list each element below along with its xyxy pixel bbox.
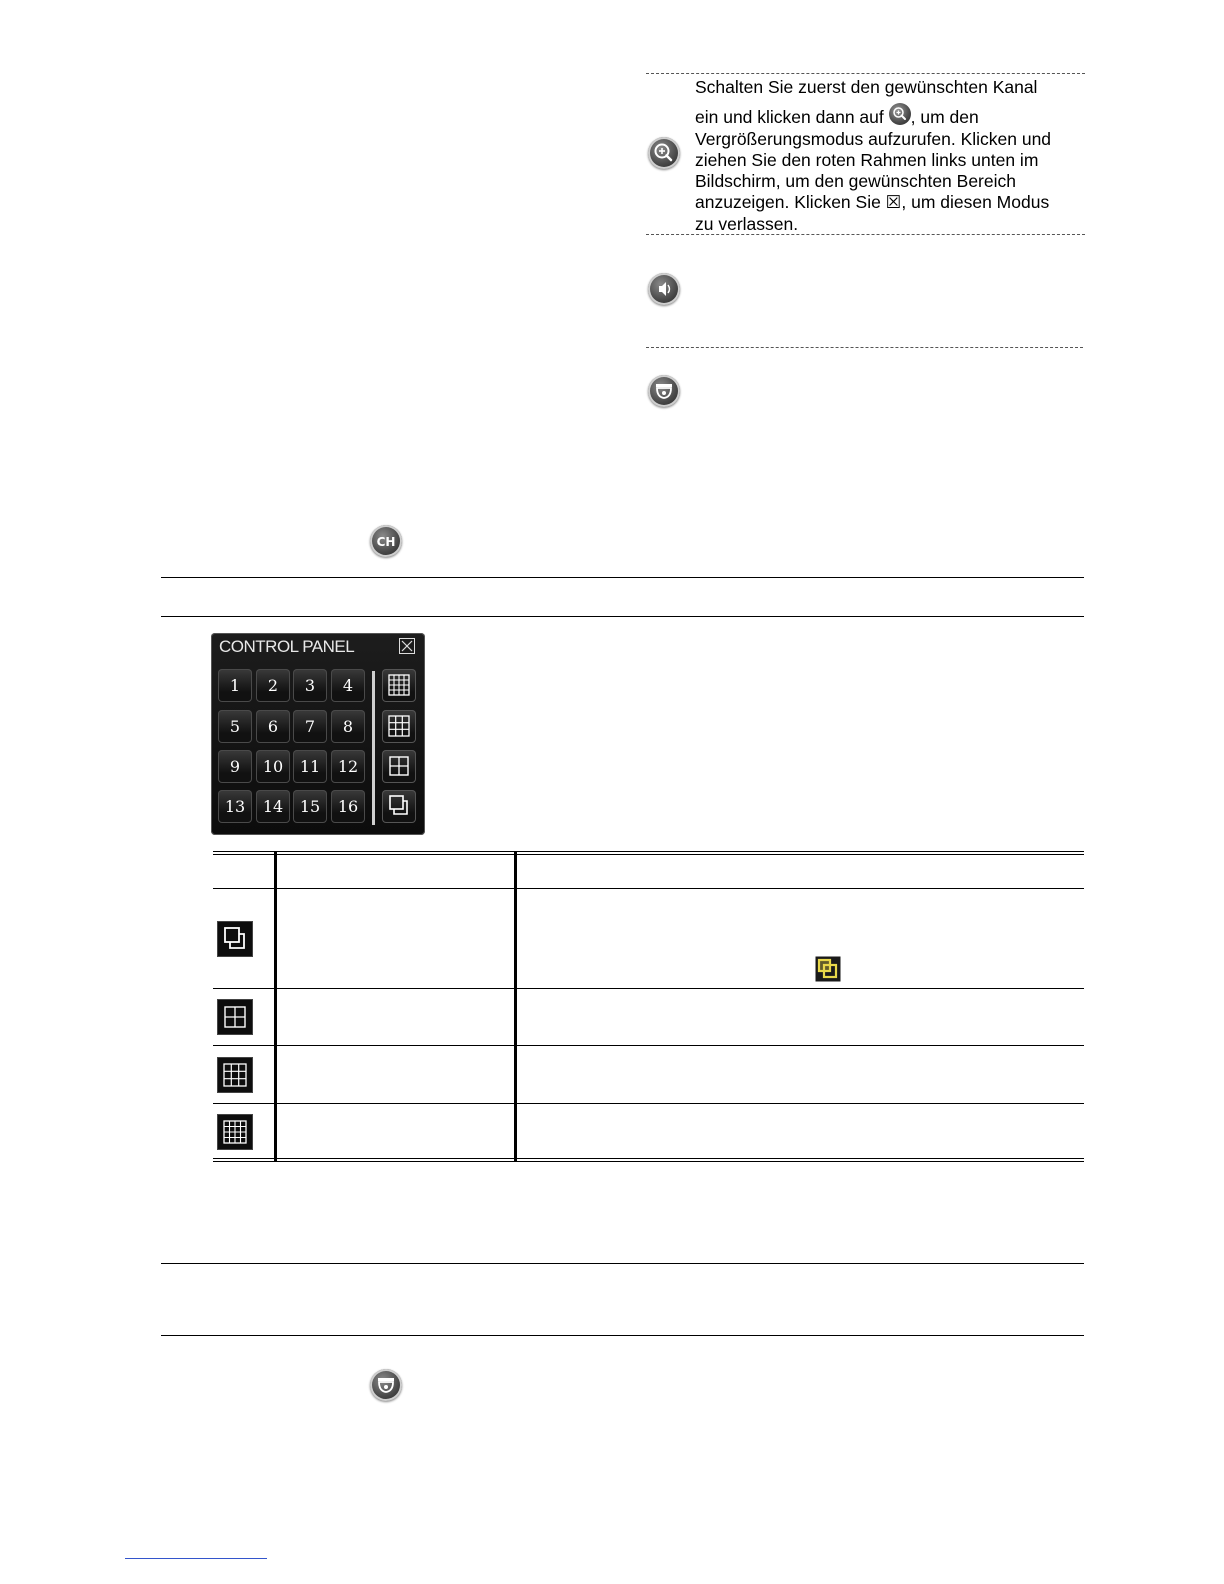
divider-top <box>646 73 1085 74</box>
zoom-in-icon[interactable] <box>648 137 680 169</box>
desc-line-2 <box>695 103 1085 128</box>
rule-2 <box>161 616 1084 617</box>
table-row-line-1 <box>213 988 1084 989</box>
sequence-icon <box>217 921 253 957</box>
channel-button-9[interactable]: 9 <box>218 750 252 783</box>
channel-button-1[interactable]: 1 <box>218 669 252 702</box>
dome-camera-icon[interactable] <box>370 1369 402 1401</box>
channel-button-3[interactable]: 3 <box>293 669 327 702</box>
close-icon[interactable] <box>399 638 415 654</box>
rule-3 <box>161 1263 1084 1264</box>
sequence-active-icon <box>815 956 841 982</box>
sixteen-split-icon <box>382 669 416 702</box>
ch-icon-label: CH <box>376 535 396 549</box>
sixteen-split-icon <box>217 1114 253 1150</box>
table-header-line <box>213 888 1084 889</box>
channel-button-6[interactable]: 6 <box>256 710 290 743</box>
sixteen-split-button[interactable] <box>382 669 416 702</box>
channel-icon[interactable] <box>370 525 402 557</box>
desc-line-5: Bildschirm, um den gewünschten Bereich <box>695 171 1016 192</box>
nine-split-icon <box>382 710 416 743</box>
table-row-sixteen-split <box>217 1114 253 1150</box>
channel-button-16[interactable]: 16 <box>331 790 365 823</box>
table-top-line-1 <box>213 851 1084 852</box>
channel-button-8[interactable]: 8 <box>331 710 365 743</box>
channel-button-13[interactable]: 13 <box>218 790 252 823</box>
table-col-divider-2 <box>514 852 517 1161</box>
speaker-icon[interactable] <box>648 273 680 305</box>
footnote-link-underline <box>125 1558 267 1559</box>
table-bottom-line-1 <box>213 1158 1084 1159</box>
desc-line-4: ziehen Sie den roten Rahmen links unten im <box>695 149 1039 170</box>
nine-split-button[interactable] <box>382 710 416 743</box>
divider-low <box>646 347 1083 348</box>
channel-button-14[interactable]: 14 <box>256 790 290 823</box>
channel-button-4[interactable]: 4 <box>331 669 365 702</box>
nine-split-icon <box>217 1057 253 1093</box>
table-bottom-line-2 <box>213 1161 1084 1162</box>
table-row-quad <box>217 999 253 1035</box>
quad-view-button[interactable] <box>382 750 416 783</box>
channel-button-12[interactable]: 12 <box>331 750 365 783</box>
table-row-nine-split <box>217 1057 253 1093</box>
channel-button-10[interactable]: 10 <box>256 750 290 783</box>
desc-line-3: Vergrößerungsmodus aufzurufen. Klicken und <box>695 128 1052 149</box>
zoom-description <box>695 77 1085 235</box>
desc-line-7: zu verlassen. <box>695 213 799 234</box>
channel-button-2[interactable]: 2 <box>256 669 290 702</box>
divider-mid <box>646 234 1085 235</box>
desc-line-2-pre: ein und klicken dann auf <box>695 107 884 128</box>
sequence-icon <box>382 790 416 823</box>
control-panel-title: CONTROL PANEL <box>219 637 355 656</box>
sequence-button[interactable] <box>382 790 416 823</box>
channel-button-7[interactable]: 7 <box>293 710 327 743</box>
channel-button-5[interactable]: 5 <box>218 710 252 743</box>
table-row-line-3 <box>213 1103 1084 1104</box>
table-row-sequence <box>217 921 253 957</box>
channel-button-11[interactable]: 11 <box>293 750 327 783</box>
table-row-line-2 <box>213 1045 1084 1046</box>
quad-view-icon <box>217 999 253 1035</box>
rule-1 <box>161 577 1084 578</box>
desc-line-6: anzuzeigen. Klicken Sie ☒, um diesen Modus <box>695 192 1050 213</box>
channel-button-15[interactable]: 15 <box>293 790 327 823</box>
quad-view-icon <box>382 750 416 783</box>
desc-line-1: Schalten Sie zuerst den gewünschten Kanal <box>695 77 1038 97</box>
dome-camera-icon[interactable] <box>648 375 680 407</box>
table-top-line-2 <box>213 854 1084 855</box>
panel-separator <box>372 671 375 825</box>
inline-zoom-icon <box>889 103 911 125</box>
table-col-divider-1 <box>274 852 277 1161</box>
control-panel <box>211 633 425 835</box>
desc-line-2-post: , um den <box>910 107 979 128</box>
rule-4 <box>161 1335 1084 1336</box>
